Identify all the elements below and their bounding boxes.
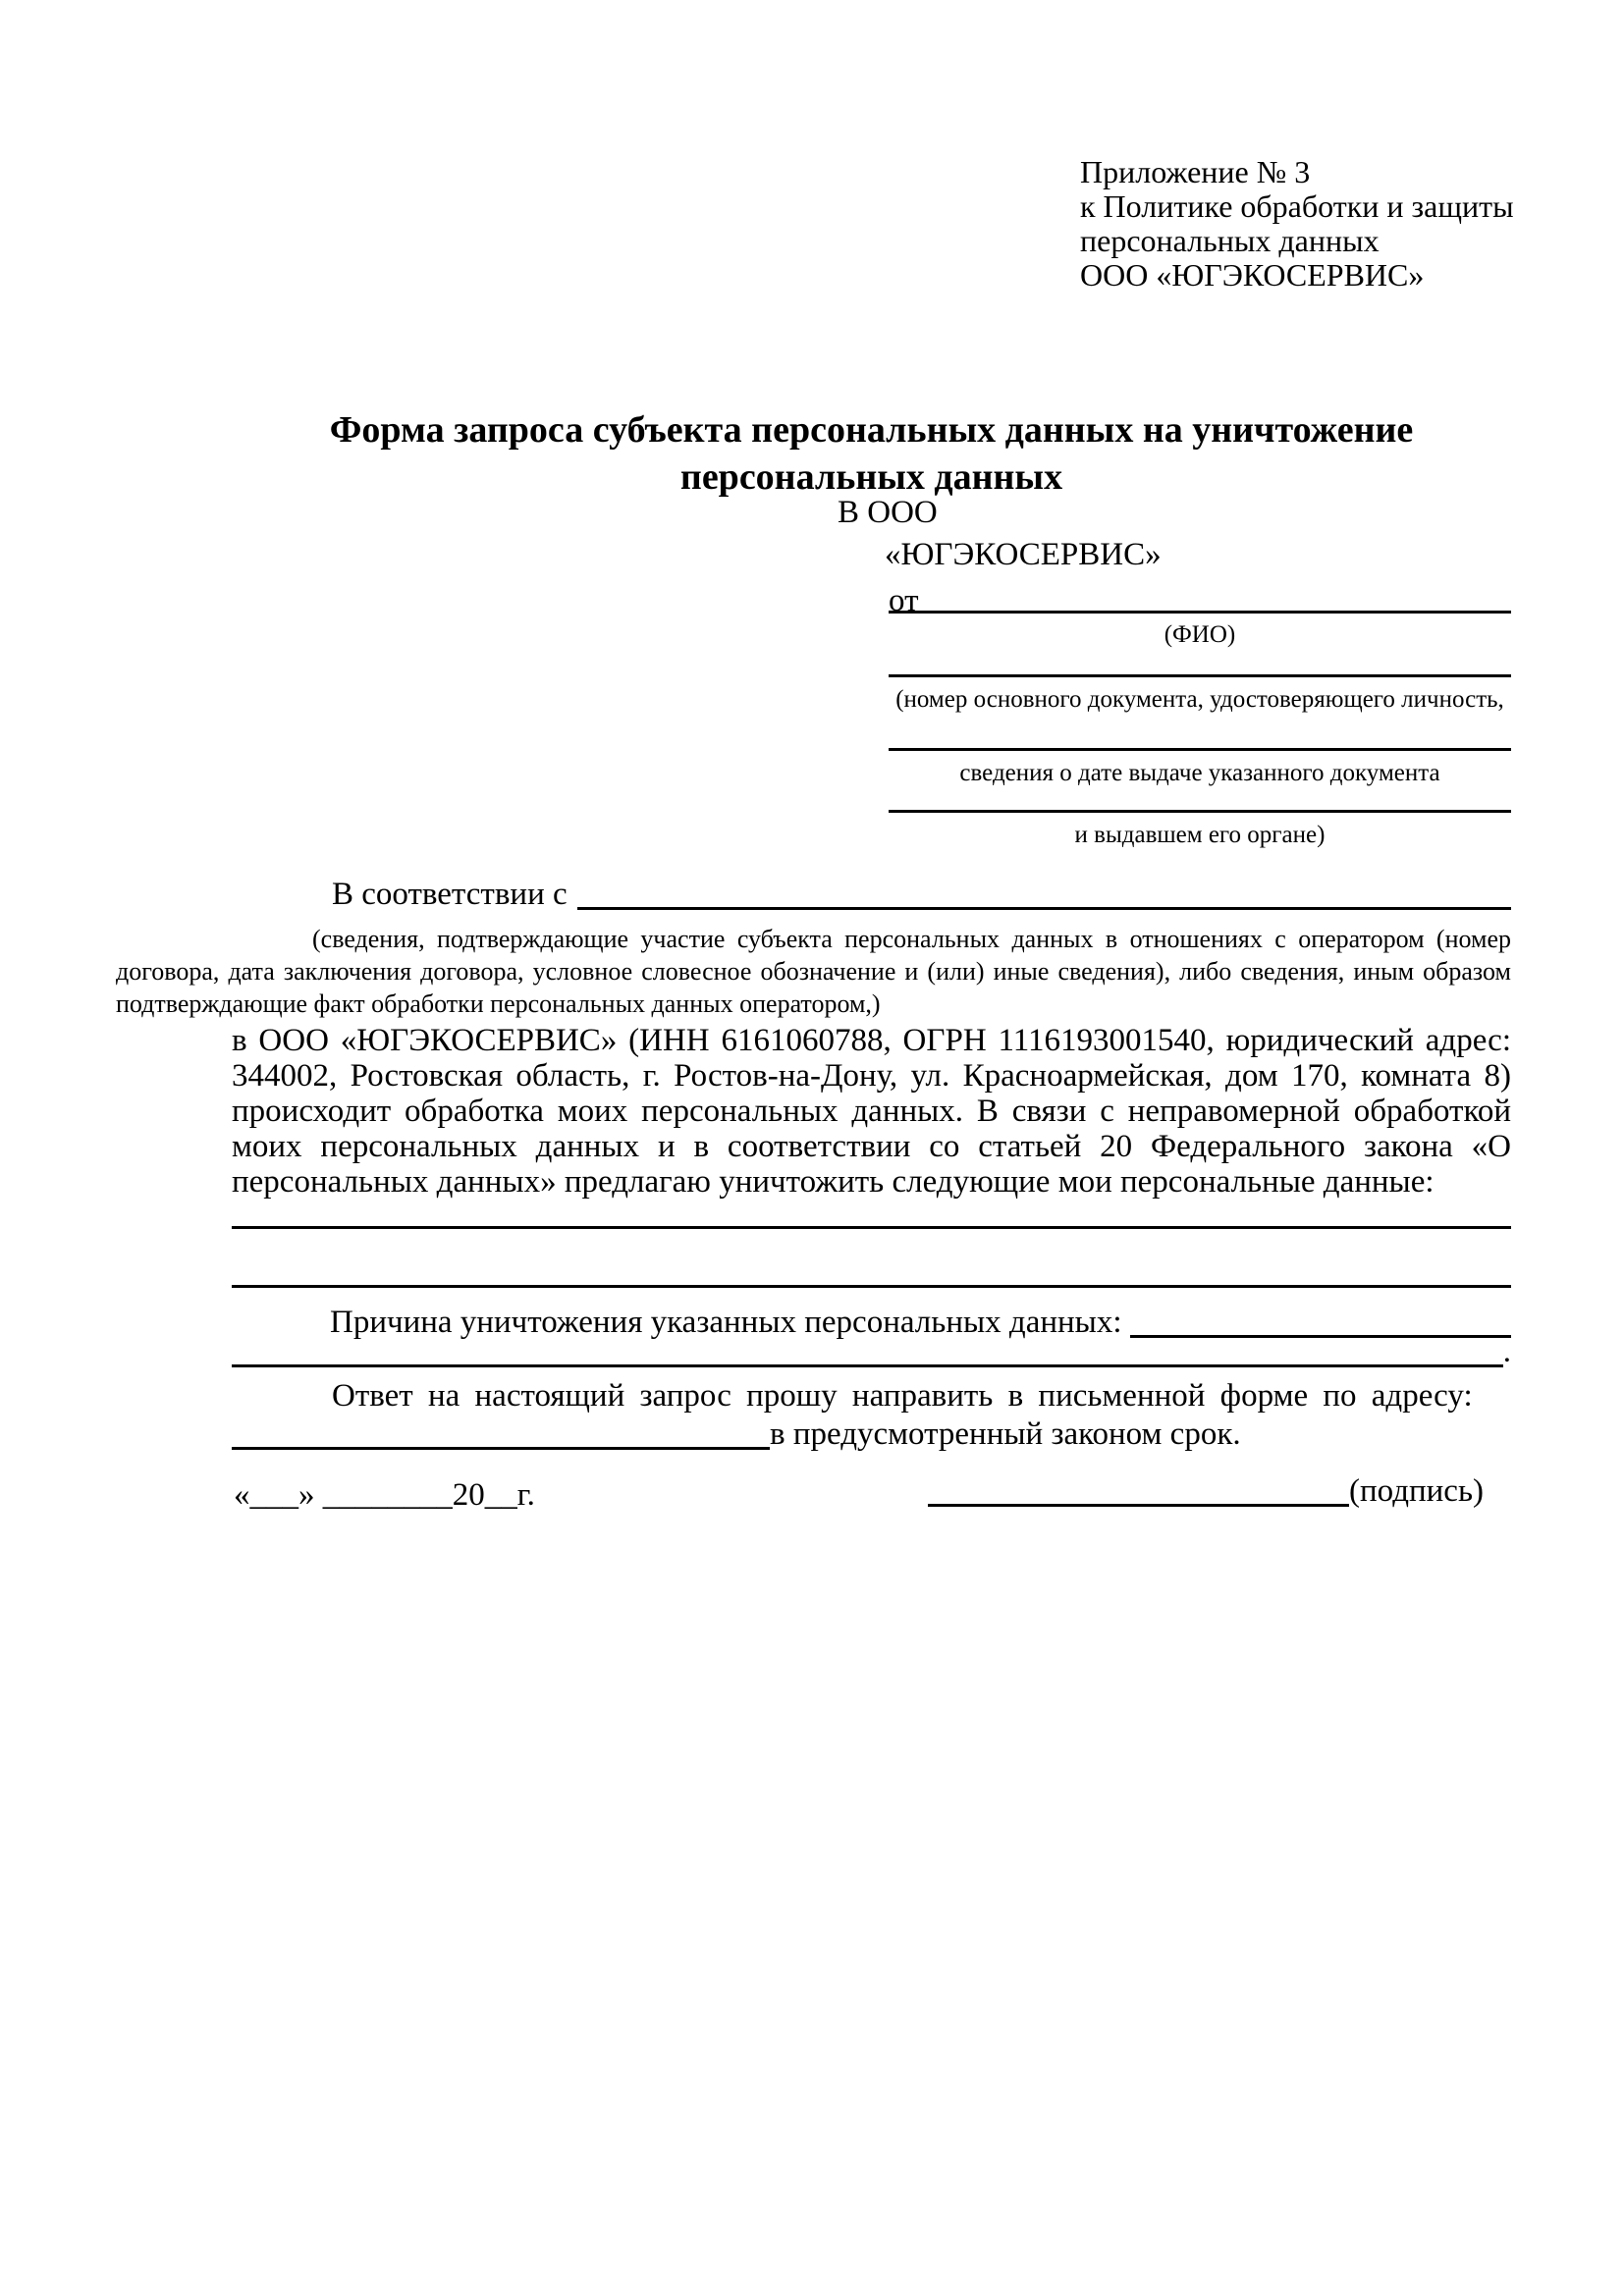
reply-address-fill-line — [232, 1447, 770, 1450]
reply-address-row — [232, 1414, 1511, 1455]
signature-fill-line — [928, 1504, 1349, 1507]
addressee-from-label: от — [889, 583, 919, 618]
document-number-caption: (номер основного документа, удостоверяющего личность, — [895, 686, 1504, 713]
body-paragraph: в ООО «ЮГЭКОСЕРВИС» (ИНН 6161060788, ОГРН 1116193001540, юридический адрес: 344002, Ростовская область, г. Ростов-на-Дону, ул. Красноармейская, дом 170, комната 8) происходит обработка моих персональных данных. В связи с неправомерной обработкой моих персональных данных и в соответствии со статьей 20 Федерального закона «О персональных данных» предлагаю уничтожить следующие мои персональные данные: — [232, 1023, 1511, 1200]
appendix-header-line: к Политике обработки и защиты — [1080, 188, 1514, 224]
issuing-authority-caption: и выдавшем его органе) — [1074, 822, 1326, 848]
accordance-note: (сведения, подтверждающие участие субъекта персональных данных в отношениях с оператором (номер договора, дата заключения договора, условное словесное обозначение и (или) иные сведения), либо сведения, иным образом подтверждающие факт обработки персональных данных оператором,) — [116, 925, 1511, 1018]
reply-term-text: в предусмотренный законом срок. — [770, 1416, 1241, 1452]
appendix-header-line: персональных данных — [1080, 223, 1380, 258]
signature-row — [928, 1470, 1484, 1512]
reason-label: Причина уничтожения указанных персональных данных: — [330, 1305, 1122, 1340]
issue-date-fill-line — [889, 748, 1511, 751]
date-field: «___» ________20__г. — [234, 1477, 535, 1513]
data-fill-line-2 — [232, 1285, 1511, 1288]
appendix-header-line: Приложение № 3 — [1080, 154, 1311, 189]
form-title — [232, 406, 1511, 501]
document-number-fill-line — [889, 674, 1511, 677]
reply-request-line: Ответ на настоящий запрос прошу направить в письменной форме по адресу: — [332, 1378, 1473, 1414]
data-fill-line-1 — [232, 1226, 1511, 1229]
reason-period: . — [1502, 1334, 1511, 1369]
reason-continuation-row — [232, 1331, 1511, 1372]
form-title-line: Форма запроса субъекта персональных данных на уничтожение — [329, 409, 1414, 451]
appendix-header-line: ООО «ЮГЭКОСЕРВИС» — [1080, 257, 1425, 293]
form-title-line: персональных данных — [679, 456, 1063, 498]
issue-date-caption: сведения о дате выдаче указанного документа — [959, 760, 1440, 786]
signature-label: (подпись) — [1349, 1473, 1484, 1509]
fio-fill-line — [889, 611, 1511, 614]
issuing-authority-fill-line — [889, 810, 1511, 813]
addressee-org-name: «ЮГЭКОСЕРВИС» — [885, 537, 1162, 572]
accordance-lead: В соответствии с — [332, 877, 568, 912]
addressee-to: В ООО — [838, 495, 938, 530]
appendix-header — [1080, 155, 1514, 293]
accordance-fill-line — [577, 907, 1511, 910]
fio-caption: (ФИО) — [1164, 621, 1236, 648]
reason-fill-line-2 — [232, 1364, 1503, 1367]
accordance-row — [332, 874, 1511, 915]
